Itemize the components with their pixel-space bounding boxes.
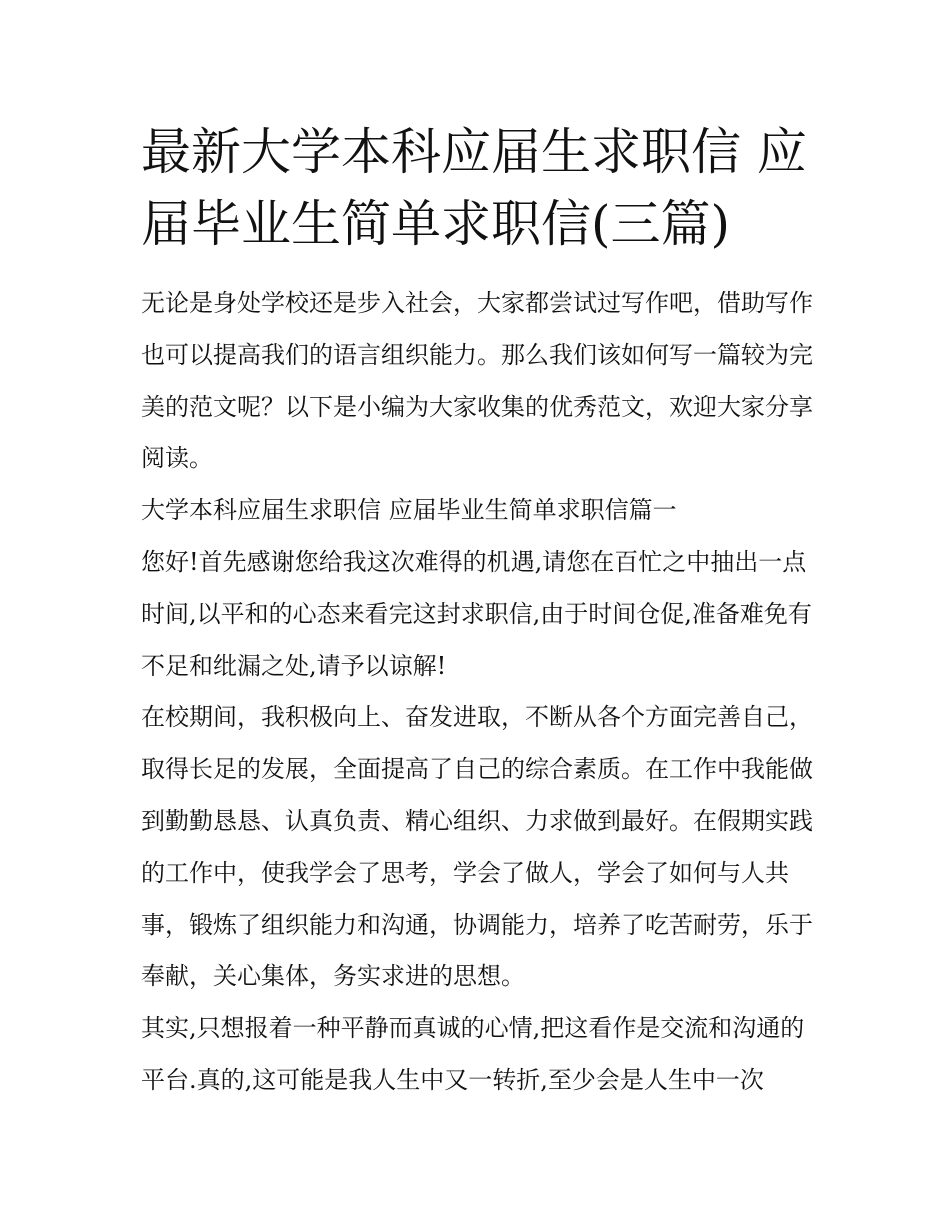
closing-paragraph: 其实,只想报着一种平静而真诚的心情,把这看作是交流和沟通的平台.真的,这可能是我人生中又一转折,至少会是人生中一次 bbox=[141, 1014, 805, 1094]
document-body bbox=[141, 278, 813, 1107]
document-title: 最新大学本科应届生求职信 应届毕业生简单求职信(三篇) bbox=[141, 123, 807, 253]
intro-paragraph: 无论是身处学校还是步入社会，大家都尝试过写作吧，借助写作也可以提高我们的语言组织能力。那么我们该如何写一篇较为完美的范文呢？以下是小编为大家收集的优秀范文，欢迎大家分享阅读。 bbox=[141, 289, 813, 473]
school-experience-paragraph: 在校期间，我积极向上、奋发进取，不断从各个方面完善自己，取得长足的发展，全面提高了自己的综合素质。在工作中我能做到勤勤恳恳、认真负责、精心组织、力求做到最好。在假期实践的工作中，使我学会了思考，学会了做人，学会了如何与人共事，锻炼了组织能力和沟通，协调能力，培养了吃苦耐劳，乐于奉献，关心集体，务实求进的思想。 bbox=[141, 703, 813, 991]
section-heading: 大学本科应届生求职信 应届毕业生简单求职信篇一 bbox=[141, 496, 677, 525]
greeting-paragraph: 您好!首先感谢您给我这次难得的机遇,请您在百忙之中抽出一点时间,以平和的心态来看完这封求职信,由于时间仓促,准备难免有不足和纰漏之处,请予以谅解! bbox=[141, 547, 812, 680]
